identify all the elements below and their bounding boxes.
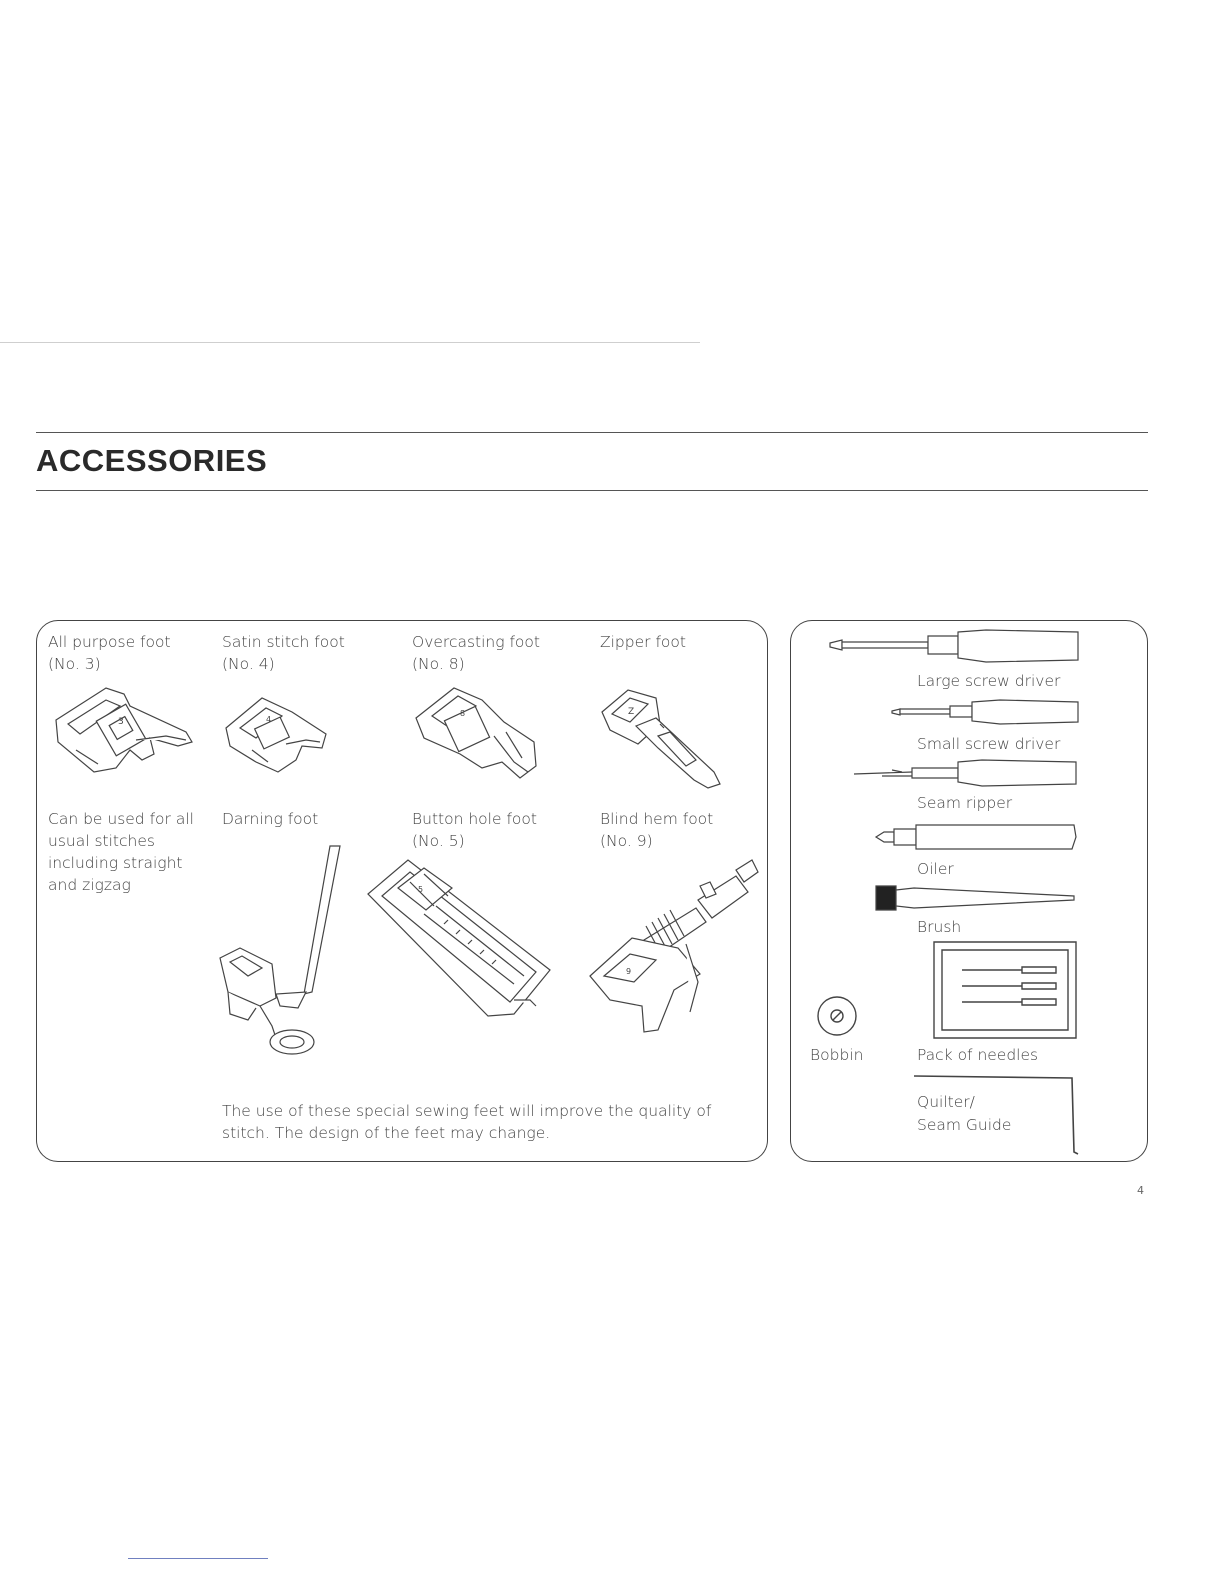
buttonhole-foot-number: (No. 5) [412,832,465,850]
satin-stitch-foot-number: (No. 4) [222,655,275,673]
large-screwdriver-icon [828,626,1080,668]
brush-label: Brush [917,918,962,936]
seam-ripper-label: Seam ripper [917,794,1013,812]
page-number: 4 [1137,1184,1144,1197]
needles-pack-label: Pack of needles [917,1046,1039,1064]
overcasting-foot-label: Overcasting foot [412,633,540,651]
overcasting-foot-badge: 8 [460,709,466,718]
all-purpose-foot-badge: 3 [118,717,124,727]
satin-stitch-foot-icon [222,688,332,778]
heading-rule-top [36,432,1148,433]
small-screwdriver-label: Small screw driver [917,735,1061,753]
zipper-foot-label: Zipper foot [600,633,686,651]
overcasting-foot-icon [410,682,540,782]
darning-foot-label: Darning foot [222,810,319,828]
heading-rule-bottom [36,490,1148,491]
blind-hem-foot-number: (No. 9) [600,832,653,850]
oiler-icon [874,822,1078,852]
large-screwdriver-label: Large screw driver [917,672,1061,690]
all-purpose-foot-label: All purpose foot [48,633,171,651]
buttonhole-foot-badge: 5 [418,885,424,894]
all-purpose-foot-description: Can be used for all usual stitches including straight and zigzag [48,810,194,894]
quilter-label-line1: Quilter/ [917,1093,975,1111]
zipper-foot-badge: Z [628,707,635,717]
quilter-label-line2: Seam Guide [917,1116,1012,1134]
feet-note: The use of these special sewing feet will improve the quality of stitch. The design of the feet may change. [222,1102,712,1142]
seam-ripper-icon [852,758,1078,788]
top-faint-rule [0,342,700,343]
small-screwdriver-icon [890,698,1080,726]
overcasting-foot-number: (No. 8) [412,655,465,673]
satin-stitch-foot-label: Satin stitch foot [222,633,345,651]
zipper-foot-icon [598,684,728,792]
darning-foot-icon [212,842,352,1062]
all-purpose-foot-icon [46,680,196,780]
satin-stitch-foot-badge: 4 [266,715,272,724]
blind-hem-foot-icon [586,856,766,1036]
page-title: ACCESSORIES [36,443,268,478]
bobbin-icon [812,994,862,1040]
needles-pack-icon [932,940,1080,1040]
bottom-link-underline [128,1558,268,1559]
all-purpose-foot-number: (No. 3) [48,655,101,673]
brush-icon [874,882,1078,914]
bobbin-label: Bobbin [810,1046,864,1064]
buttonhole-foot-label: Button hole foot [412,810,537,828]
oiler-label: Oiler [917,860,954,878]
buttonhole-foot-icon [364,854,554,1024]
blind-hem-foot-label: Blind hem foot [600,810,714,828]
blind-hem-foot-badge: 9 [626,967,632,976]
